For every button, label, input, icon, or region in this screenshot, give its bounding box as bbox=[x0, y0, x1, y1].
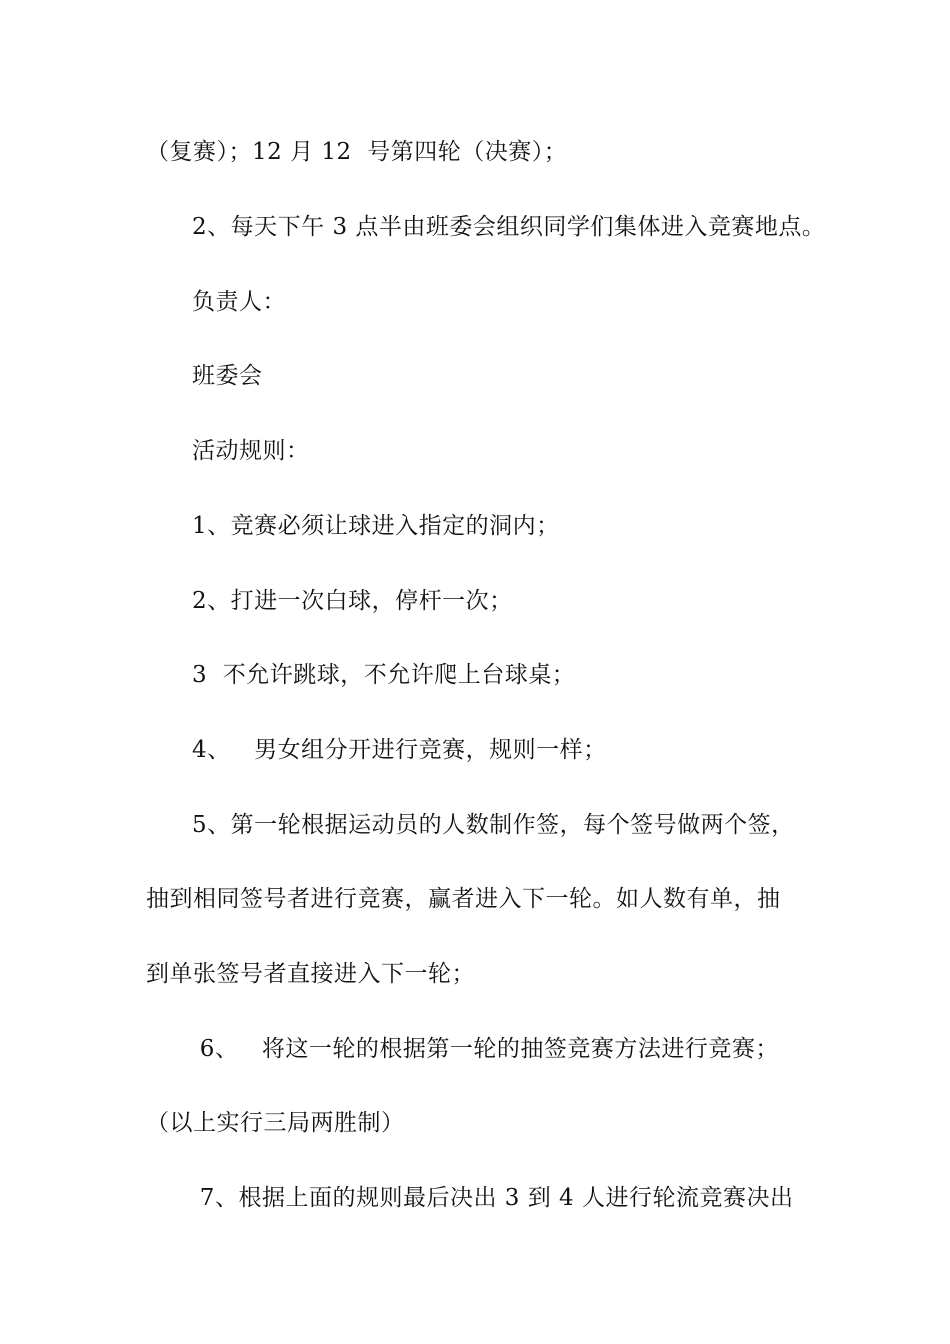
text-line: 负责人： bbox=[192, 289, 286, 315]
rule-item-continuation: 抽到相同签号者进行竞赛，赢者进入下一轮。如人数有单，抽 bbox=[146, 886, 781, 912]
text-line: （复赛）；12 月 12 号第四轮（决赛）； bbox=[146, 139, 568, 165]
text-line: 2、每天下午 3 点半由班委会组织同学们集体进入竞赛地点。 bbox=[192, 214, 826, 240]
rule-item: 4、 男女组分开进行竞赛，规则一样； bbox=[192, 737, 607, 763]
rule-item: 1、竞赛必须让球进入指定的洞内； bbox=[192, 513, 560, 539]
rule-item-continuation: 到单张签号者直接进入下一轮； bbox=[146, 961, 475, 987]
rule-item: 6、 将这一轮的根据第一轮的抽签竞赛方法进行竞赛； bbox=[192, 1036, 779, 1062]
text-line: 班委会 bbox=[192, 363, 263, 389]
rule-item: 3 不允许跳球，不允许爬上台球桌； bbox=[192, 662, 576, 688]
rule-item: 5、第一轮根据运动员的人数制作签，每个签号做两个签， bbox=[192, 812, 795, 838]
rule-item-note: （以上实行三局两胜制） bbox=[146, 1110, 405, 1136]
rule-item: 7、根据上面的规则最后决出 3 到 4 人进行轮流竞赛决出 bbox=[192, 1185, 794, 1211]
rule-item: 2、打进一次白球，停杆一次； bbox=[192, 588, 513, 614]
section-heading: 活动规则： bbox=[192, 438, 310, 464]
